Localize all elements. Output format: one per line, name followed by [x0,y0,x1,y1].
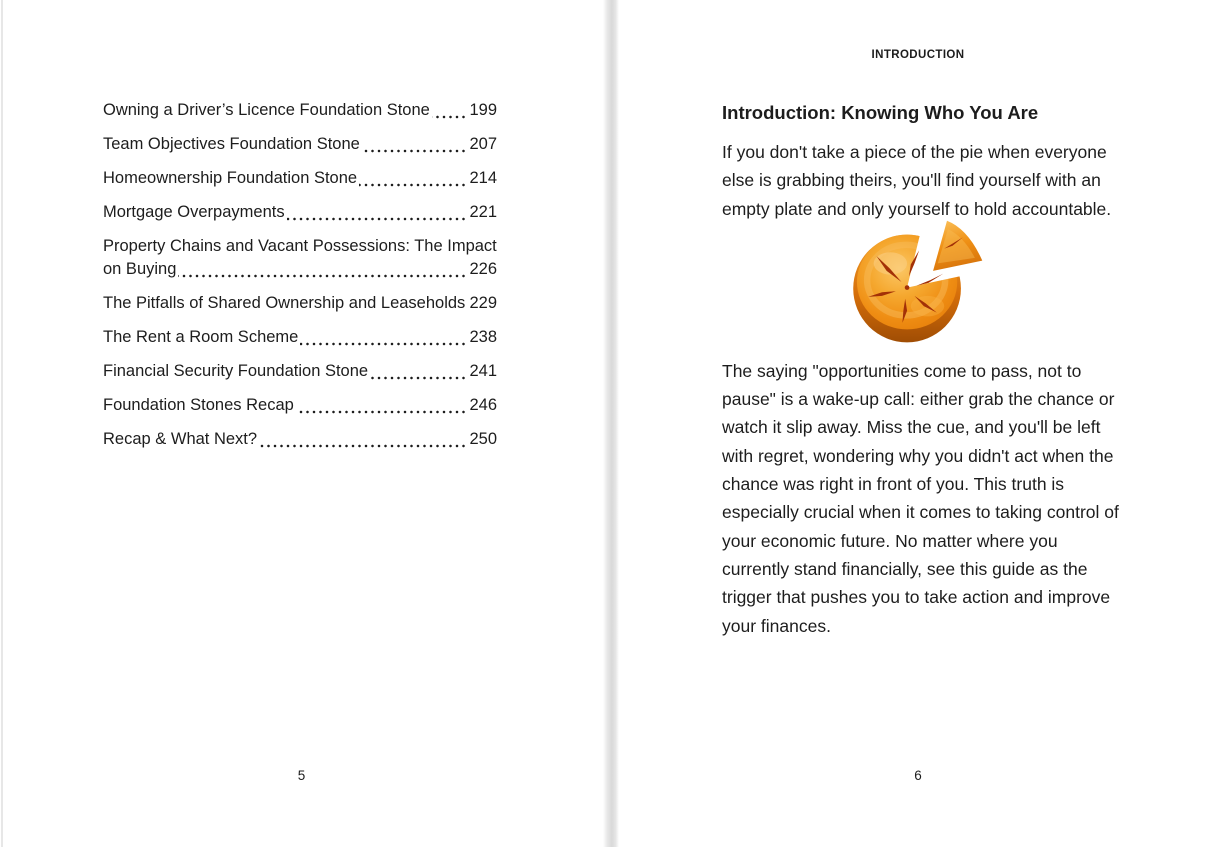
toc-entry-page-number: 241 [466,360,497,383]
toc-entry[interactable] [103,167,497,190]
toc-entry-title: Foundation Stones Recap [103,396,294,414]
toc-entry-page-number: 226 [466,258,497,281]
left-page-number: 5 [297,768,306,783]
book-gutter [603,0,619,847]
toc-entry-title: Recap & What Next? [103,430,258,448]
toc-entry-title: Financial Security Foundation Stone [103,362,369,380]
toc-entry-page-number: 214 [466,167,497,190]
introduction-content [722,101,1119,640]
toc-entry[interactable] [103,428,497,451]
toc-entry-title: Team Objectives Foundation Stone [103,135,360,153]
toc-entry[interactable] [103,360,497,383]
toc-entry-page-number: 221 [466,201,497,224]
toc-entry-page-number: 246 [466,394,497,417]
toc-entry-title: Property Chains and Vacant Possessions: The Impact on Buying [103,237,497,278]
toc-entry[interactable] [103,326,497,349]
toc-entry-page-number: 238 [466,326,497,349]
toc-entry[interactable] [103,201,497,224]
paragraph: If you don't take a piece of the pie when everyone else is grabbing theirs, you'll find yourself with an empty plate and only yourself to hold accountable. [722,142,1112,219]
right-page-number: 6 [914,768,922,783]
toc-entry-title: The Rent a Room Scheme [103,328,299,346]
toc-entry-page-number: 199 [466,99,497,122]
toc-entry[interactable] [103,99,497,122]
left-page [0,0,603,847]
toc-entry[interactable] [103,394,497,417]
toc-entry-page-number: 250 [466,428,497,451]
toc-entry[interactable] [103,235,497,281]
section-heading: Introduction: Knowing Who You Are [722,102,1039,123]
running-head: INTRODUCTION [871,49,965,61]
toc-entry-title: Mortgage Overpayments [103,203,285,221]
toc-list [103,99,497,462]
toc-entry[interactable] [103,292,497,315]
toc-entry-title: The Pitfalls of Shared Ownership and Leaseholds [103,294,466,312]
toc-entry-page-number: 207 [466,133,497,156]
pie-slice-illustration [850,217,992,347]
paragraph: The saying "opportunities come to pass, not to pause" is a wake-up call: either grab the chance or watch it slip away. Miss the cue, and you'll be left with regret, wondering why you didn't act when the chance was right in front of you. This truth is especially crucial when it comes to taking control of your economic future. No matter where you currently stand financially, see this guide as the trigger that pushes you to take action and improve your finances. [722,360,1119,636]
right-page [620,0,1216,847]
toc-entry-title: Homeownership Foundation Stone [103,169,358,187]
toc-entry[interactable] [103,133,497,156]
toc-entry-title: Owning a Driver’s Licence Foundation Stone [103,101,430,119]
toc-entry-page-number: 229 [466,292,497,315]
